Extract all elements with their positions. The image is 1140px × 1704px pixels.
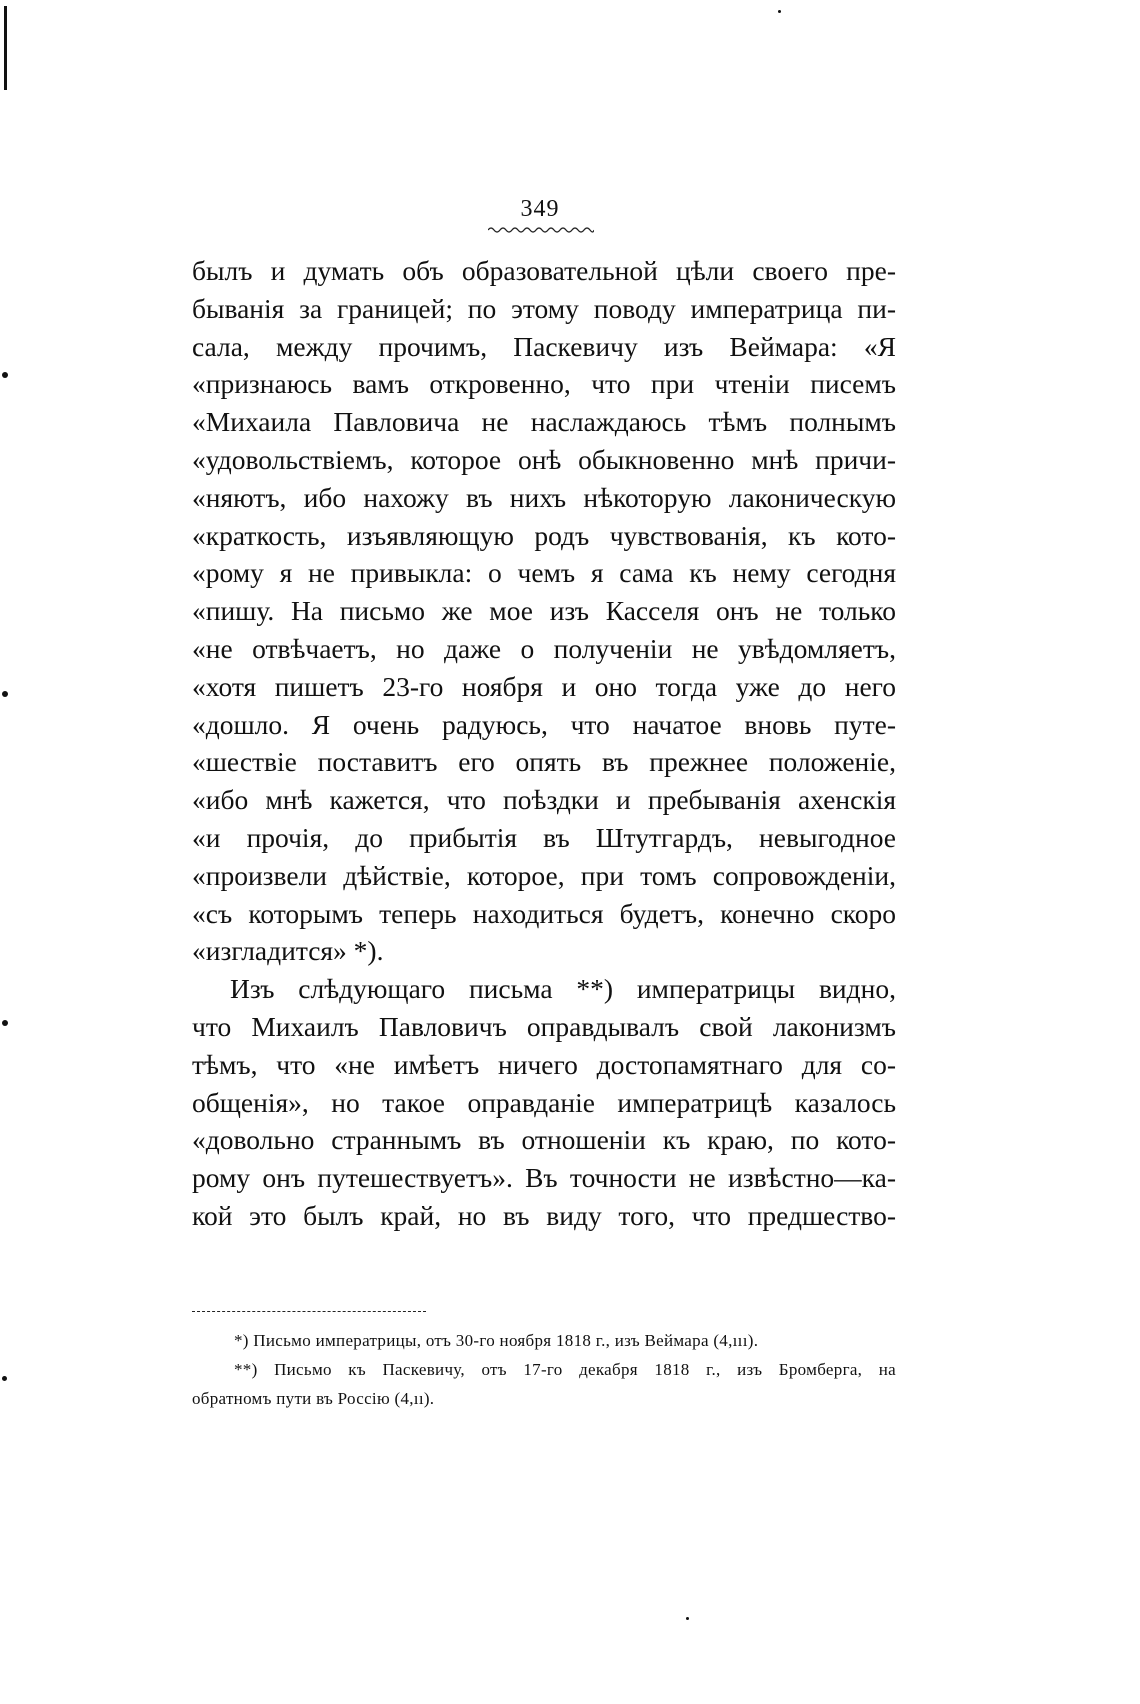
body-text — [192, 252, 896, 1235]
margin-speck — [2, 691, 8, 697]
text-line: «шествіе поставитъ его опять въ прежнее положеніе, — [192, 746, 896, 778]
footnotes — [192, 1326, 896, 1413]
page-number: 349 — [520, 196, 560, 222]
page-speck — [778, 10, 781, 13]
text-line: «пишу. На письмо же мое изъ Касселя онъ не только — [192, 595, 896, 627]
text-line: «довольно страннымъ въ отношеніи къ краю, по кото- — [192, 1124, 896, 1156]
text-line: «признаюсь вамъ откровенно, что при чтеніи писемъ — [192, 368, 896, 400]
text-line: «произвели дѣйствіе, которое, при томъ сопровожденіи, — [192, 859, 896, 891]
text-line: «Михаила Павловича не наслаждаюсь тѣмъ полнымъ — [192, 406, 896, 438]
page-speck — [686, 1617, 689, 1620]
text-line: что Михаилъ Павловичъ оправдывалъ свой лаконизмъ — [192, 1010, 896, 1042]
paragraph-start-line: Изъ слѣдующаго письма **) императрицы видно, — [230, 973, 896, 1005]
text-line: «хотя пишетъ 23-го ноября и оно тогда уже до него — [192, 670, 896, 702]
text-line: быванія за границей; по этому поводу императрица пи- — [192, 292, 896, 324]
footnote-1: *) Письмо императрицы, отъ 30-го ноября 1818 г., изъ Веймара (4,ııı). — [234, 1331, 759, 1350]
text-line: кой это былъ край, но въ виду того, что предшество- — [192, 1199, 896, 1231]
text-line: «удовольствіемъ, которое онѣ обыкновенно мнѣ причи- — [192, 443, 896, 475]
text-line: «ибо мнѣ кажется, что поѣздки и пребыванія ахенскія — [192, 784, 896, 816]
text-line: «краткость, изъявляющую родъ чувствованія, къ кото- — [192, 519, 896, 551]
text-line: «изгладится» *). — [192, 935, 384, 967]
footnote-rule — [192, 1311, 426, 1312]
text-line: былъ и думать объ образовательной цѣли своего пре- — [192, 255, 896, 286]
margin-speck — [2, 372, 8, 378]
text-line: «дошло. Я очень радуюсь, что начатое вновь путе- — [192, 708, 896, 740]
footnote-2-continuation: обратномъ пути въ Россію (4,ıı). — [192, 1389, 435, 1408]
text-line: сала, между прочимъ, Паскевичу изъ Веймара: «Я — [192, 330, 896, 362]
footnote-2: **) Письмо къ Паскевичу, отъ 17-го декабря 1818 г., изъ Бромберга, на — [234, 1360, 896, 1379]
text-line: «не отвѣчаетъ, но даже о полученіи не увѣдомляетъ, — [192, 632, 896, 664]
margin-speck — [2, 1020, 8, 1026]
text-line: «съ которымъ теперь находиться будетъ, конечно скоро — [192, 897, 896, 929]
margin-speck — [2, 1376, 7, 1381]
text-line: «и прочія, до прибытія въ Штутгардъ, невыгодное — [192, 821, 896, 853]
margin-bracket-mark — [4, 6, 7, 90]
text-line: тѣмъ, что «не имѣетъ ничего достопамятнаго для со- — [192, 1048, 896, 1080]
text-line: «рому я не привыкла: о чемъ я сама къ нему сегодня — [192, 557, 896, 589]
text-line: общенія», но такое оправданіе императрицѣ казалось — [192, 1086, 896, 1118]
page-number-ornament — [488, 226, 594, 234]
text-line: рому онъ путешествуетъ». Въ точности не извѣстно—ка- — [192, 1162, 896, 1194]
text-line: «няютъ, ибо нахожу въ нихъ нѣкоторую лаконическую — [192, 481, 896, 513]
